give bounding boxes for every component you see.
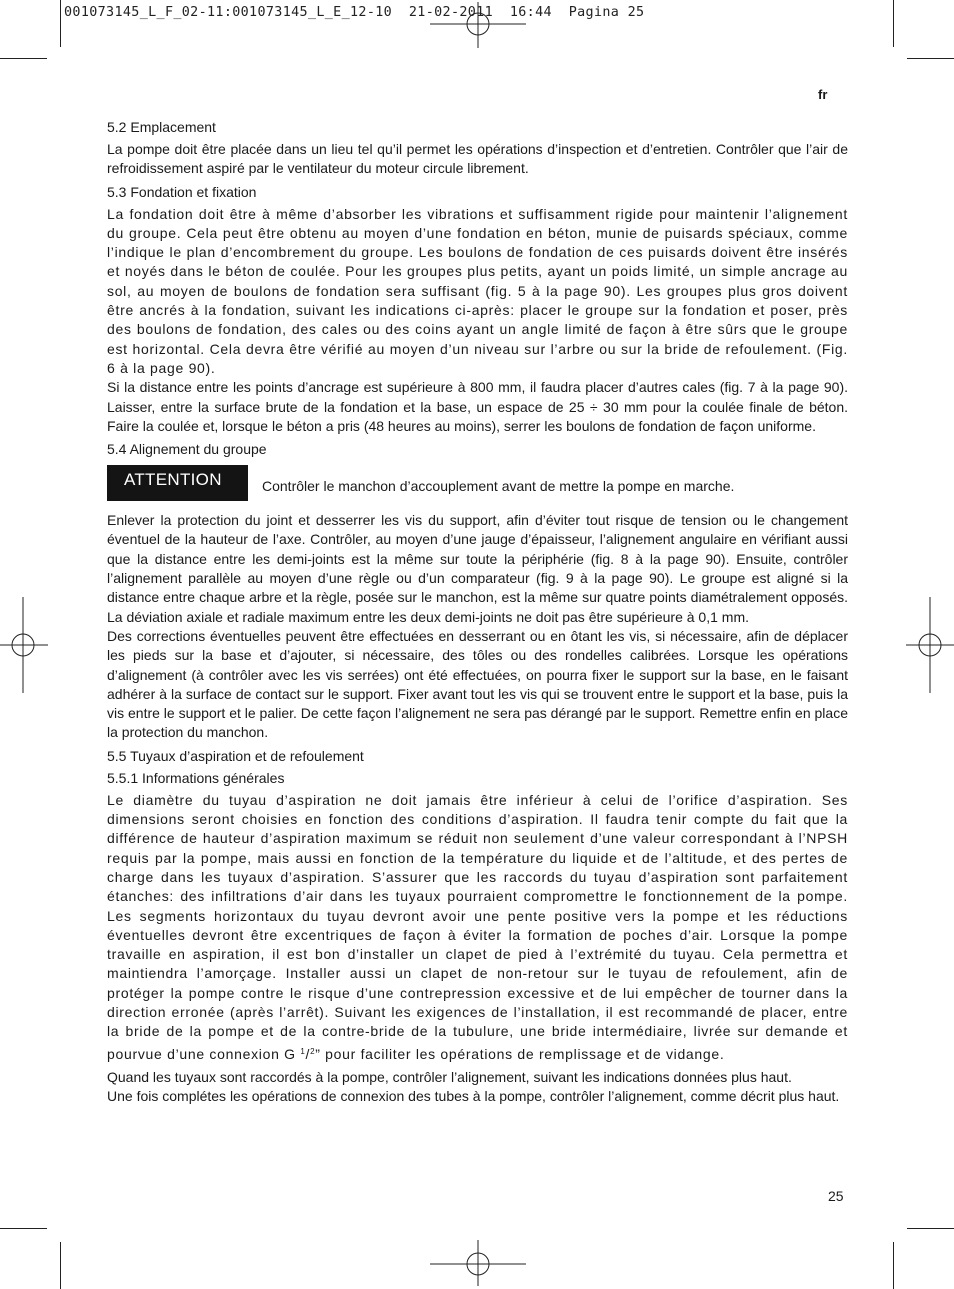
- registration-mark-right: [906, 597, 954, 693]
- paragraph-5-2: La pompe doit être placée dans un lieu tel qu’il permet les opérations d’inspection et d’entretien. Contrôler que l’air de refroidissement aspiré par le ventilateur du moteur circule librement.: [107, 141, 848, 177]
- crop-mark: [893, 0, 894, 47]
- attention-text: Contrôler le manchon d’accouplement avant de mettre la pompe en marche.: [262, 478, 735, 495]
- crop-mark: [60, 0, 61, 47]
- fraction-numerator: 1: [300, 1046, 306, 1056]
- crop-mark: [0, 58, 47, 59]
- registration-mark-left: [0, 597, 48, 693]
- paragraph-5-5-1-a-main: Le diamètre du tuyau d’aspiration ne doit jamais être inférieur à celui de l’orifice d’aspiration. Ses dimensions seront choisies en fonction des conditions d’aspiration. Il faudra tenir compte du fait que la différence de hauteur d’aspiration maximum se réduit non seulement d’une valeur correspondant à l’NPSH requis par la pompe, mais aussi en fonction de la température du liquide et de l’altitude, et des pertes de charge dans les tuyaux d’aspiration. S’assurer que les raccords du tuyau d’aspiration sont parfaitement étanches: des infiltrations d’air dans les tuyaux pourraient compromettre le fonctionnement de la pompe. Les segments horizontaux du tuyau devront avoir une pente positive vers la pompe et les réductions éventuelles devront être excentriques de façon à éviter la formation de poches d’air. Lorsque la pompe travaille en aspiration, il est bon d’installer un clapet de pied à l’extrémité du tuyau. Cela permettra et maintiendra l’amorçage. Installer aussi un clapet de non-retour sur le tuyau de refoulement, afin de protéger la pompe contre le risque d’une contrepression excessive et de lui empêcher de tourner dans la direction erronée (après l’arrêt). Suivant les exigences de l’installation, il est recommandé de placer, entre la bride de la pompe et de la contre-bride de la tubulure, une bride intermédiaire, livrée sur demande et pourvue d’une connexion G: [107, 791, 848, 1062]
- page-body: [107, 118, 848, 1106]
- registration-mark-bottom: [430, 1240, 526, 1286]
- page-number: 25: [828, 1188, 844, 1204]
- section-heading-5-4: 5.4 Alignement du groupe: [107, 441, 267, 458]
- paragraph-5-3-b: Si la distance entre les points d’ancrage est supérieure à 800 mm, il faudra placer d’autres cales (fig. 7 à la page 90). Laisser, entre la surface brute de la fondation et la base, un espace de 25 ÷ 30 mm pour la coulée finale de béton. Faire la coulée et, lorsque le béton a pris (48 heures au moins), serrer les boulons de fondation de façon uniforme.: [107, 379, 848, 434]
- paragraph-5-5-1-a-tail: ” pour faciliter les opérations de remplissage et de vidange.: [315, 1045, 725, 1062]
- section-heading-5-2: 5.2 Emplacement: [107, 119, 216, 135]
- registration-mark-top: [430, 2, 526, 48]
- crop-mark: [893, 1242, 894, 1289]
- paragraph-5-4-a: Enlever la protection du joint et desserrer les vis du support, afin d’éviter tout risque de tension ou le changement éventuel de la hauteur de l’axe. Contrôler, au moyen d’une jauge d’épaisseur, l’alignement angulaire en vérifiant aussi que la distance entre les demi-joints est la même sur toute la périphérie (fig. 8 à la page 90). Ensuite, contrôler l’alignement parallèle au moyen d’une règle ou d’un comparateur (fig. 9 à la page 90). Le groupe est aligné si la distance entre chaque arbre et la règle, posée sur le manchon, est la même sur quatre points diamétralement opposés. La déviation axiale et radiale maximum entre les deux demi-joints ne doit pas être supérieure à 0,1 mm.: [107, 512, 848, 625]
- section-heading-5-5: 5.5 Tuyaux d’aspiration et de refoulement: [107, 747, 364, 764]
- paragraph-5-5-1-b: Quand les tuyaux sont raccordés à la pompe, contrôler l’alignement, suivant les indications données plus haut.: [107, 1068, 792, 1085]
- paragraph-5-3-a: La fondation doit être à même d’absorber les vibrations et suffisamment rigide pour maintenir l’alignement du groupe. Cela peut être obtenu au moyen d’une fondation en béton, munie de puisards spéciaux, comme l’indique le plan d’encombrement du groupe. Les boulons de fondation de ces puisards doivent être insérés et noyés dans le béton de coulée. Pour les groupes plus petits, ayant un poids limité, un simple ancrage au sol, au moyen de boulons de fondation sera suffisant (fig. 5 à la page 90). Les groupes plus gros doivent être ancrés à la fondation, suivant les indications ci-après: placer le groupe sur la fondation et poser, près des boulons de fondation, des cales ou des coins ayant un angle limité de façon à être sûrs que le groupe est horizontal. Cela devra être vérifié au moyen d’un niveau sur l’arbre ou sur la bride de refoulement. (Fig. 6 à la page 90).: [107, 205, 848, 376]
- attention-notice: [107, 465, 848, 501]
- crop-mark: [0, 1228, 47, 1229]
- print-header-line: 001073145_L_F_02-11:001073145_L_E_12-10 21-02-2011 16:44 Pagina 25: [64, 5, 645, 20]
- attention-label: ATTENTION: [107, 465, 248, 501]
- fraction-separator: /: [305, 1045, 311, 1062]
- section-heading-5-3: 5.3 Fondation et fixation: [107, 183, 257, 200]
- fraction-denominator: 2: [310, 1046, 316, 1056]
- crop-mark: [60, 1242, 61, 1289]
- language-code: fr: [818, 87, 828, 102]
- section-heading-5-5-1: 5.5.1 Informations générales: [107, 769, 285, 786]
- crop-mark: [907, 58, 954, 59]
- paragraph-5-4-b: Des corrections éventuelles peuvent être effectuées en desserrant ou en ôtant les vis, si nécessaire, afin de déplacer les pieds sur la base et d’ajouter, si nécessaire, des tôles ou des rondelles calibrées. Lorsque les opérations d’alignement (à contrôler avec les vis serrées) ont été effectuées, on pourra fixer le support sur la base, en le faisant adhérer à la surface de contact sur le support. Fixer avant tout les vis qui se trouvent entre le support et la base, puis la vis entre le support et le palier. De cette façon l’alignement ne sera pas dérangé par le support. Remettre enfin en place la protection du manchon.: [107, 627, 848, 741]
- paragraph-5-5-1-c: Une fois complétes les opérations de connexion des tubes à la pompe, contrôler l’alignement, comme décrit plus haut.: [107, 1088, 840, 1105]
- paragraph-5-5-1-a: [107, 791, 848, 1064]
- crop-mark: [907, 1228, 954, 1229]
